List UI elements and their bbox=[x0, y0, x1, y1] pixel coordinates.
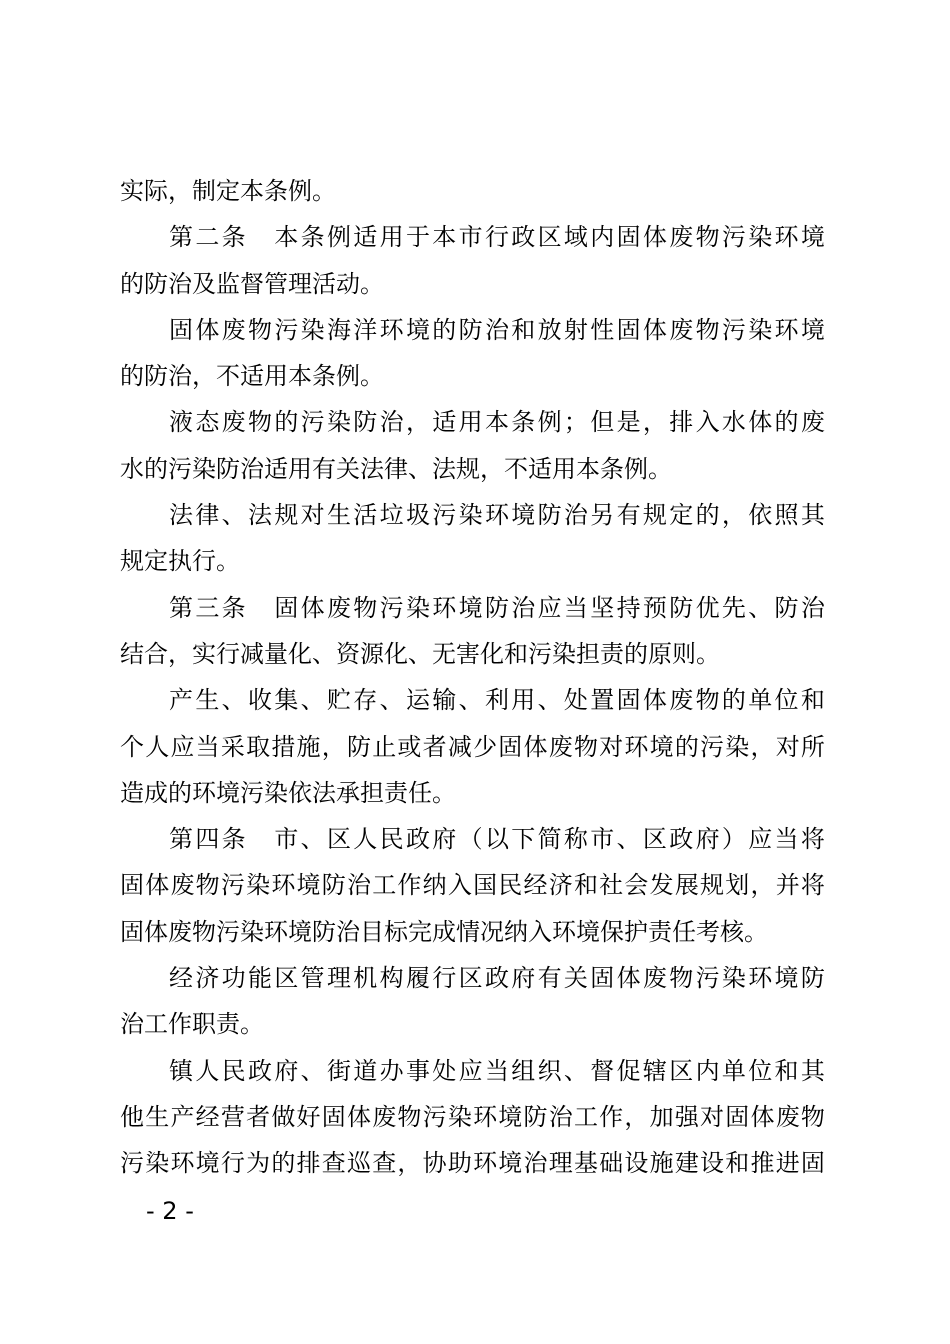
text-line: 固 体 废 物 污 染 海 洋 环 境 的 防 治 和 放 射 性 固 体 废 物 污 染 环 境 bbox=[169, 315, 825, 344]
text-line: 第 二 条 本 条 例 适 用 于 本 市 行 政 区 域 内 固 体 废 物 污 染 环 境 bbox=[169, 223, 825, 252]
text-line: 第 四 条 市 、 区 人 民 政 府 （ 以 下 简 称 市 、 区 政 府 ） 应 当 将 bbox=[169, 825, 825, 854]
text-line: 的防治及监督管理活动。 bbox=[120, 269, 384, 298]
text-line: 固 体 废 物 污 染 环 境 防 治 工 作 纳 入 国 民 经 济 和 社 会 发 展 规 划 ， 并 将 bbox=[120, 871, 825, 900]
text-line: 法 律 、 法 规 对 生 活 垃 圾 污 染 环 境 防 治 另 有 规 定 的 ， 依 照 其 bbox=[169, 501, 825, 530]
text-line: 他 生 产 经 营 者 做 好 固 体 废 物 污 染 环 境 防 治 工 作 ， 加 强 对 固 体 废 物 bbox=[120, 1102, 825, 1131]
body-text bbox=[120, 168, 825, 1187]
text-line: 实际，制定本条例。 bbox=[120, 177, 336, 205]
text-line: 固体废物污染环境防治目标完成情况纳入环境保护责任考核。 bbox=[120, 917, 768, 946]
page-number: - 2 - bbox=[146, 1197, 194, 1225]
text-line: 造成的环境污染依法承担责任。 bbox=[120, 778, 456, 807]
text-line: 镇 人 民 政 府 、 街 道 办 事 处 应 当 组 织 、 督 促 辖 区 内 单 位 和 其 bbox=[169, 1056, 825, 1085]
text-line: 水的污染防治适用有关法律、法规，不适用本条例。 bbox=[120, 454, 672, 483]
text-line: 产 生 、 收 集 、 贮 存 、 运 输 、 利 用 、 处 置 固 体 废 物 的 单 位 和 bbox=[169, 686, 825, 715]
text-line: 治工作职责。 bbox=[120, 1010, 264, 1039]
text-line: 第 三 条 固 体 废 物 污 染 环 境 防 治 应 当 坚 持 预 防 优 先 、 防 治 bbox=[169, 593, 825, 622]
text-line: 规定执行。 bbox=[120, 547, 240, 576]
text-line: 液 态 废 物 的 污 染 防 治 ， 适 用 本 条 例 ； 但 是 ， 排 入 水 体 的 废 bbox=[169, 408, 825, 437]
text-line: 污 染 环 境 行 为 的 排 查 巡 查 ， 协 助 环 境 治 理 基 础 设 施 建 设 和 推 进 固 bbox=[120, 1149, 825, 1178]
text-line: 结合，实行减量化、资源化、无害化和污染担责的原则。 bbox=[120, 639, 720, 668]
text-line: 经 济 功 能 区 管 理 机 构 履 行 区 政 府 有 关 固 体 废 物 污 染 环 境 防 bbox=[169, 964, 825, 993]
text-line: 个 人 应 当 采 取 措 施 ， 防 止 或 者 减 少 固 体 废 物 对 环 境 的 污 染 ， 对 所 bbox=[120, 732, 825, 761]
text-line: 的防治，不适用本条例。 bbox=[120, 362, 384, 391]
